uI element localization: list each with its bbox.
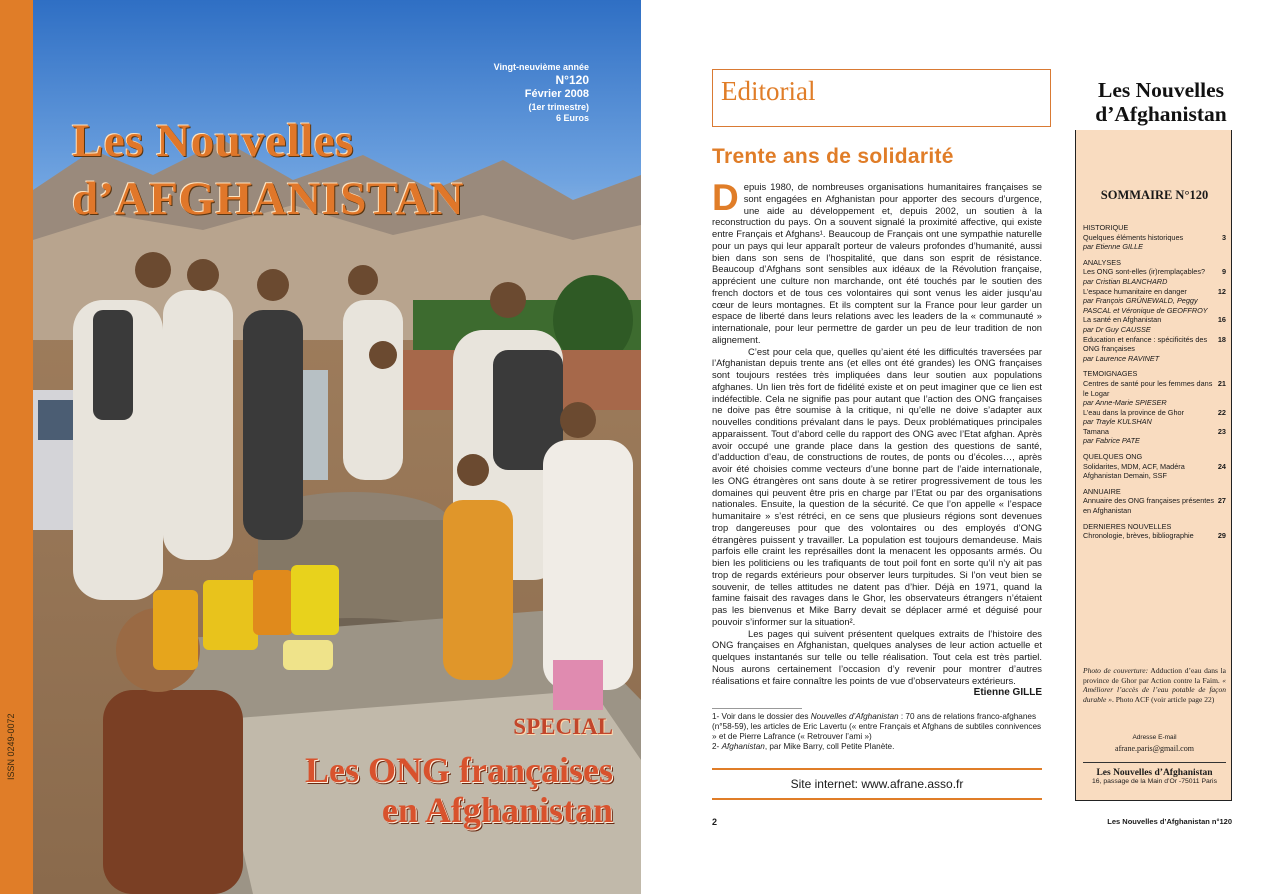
issn-label: ISSN 0249-0072: [6, 713, 16, 780]
toc-entry-title: Tamana: [1083, 426, 1109, 436]
footnote-rule: [712, 708, 802, 709]
footnote-1: [712, 712, 1044, 742]
toc-page-number: 29: [1217, 531, 1226, 541]
page-number: 2: [712, 817, 718, 827]
toc-author-prefix: par: [1083, 324, 1096, 334]
website-rule-top: [712, 768, 1042, 770]
toc-entry[interactable]: [1083, 531, 1226, 541]
caption-label: Photo de couverture:: [1083, 666, 1149, 675]
toc-entry[interactable]: [1083, 315, 1226, 334]
toc-section-heading: DERNIERES NOUVELLES: [1083, 521, 1172, 531]
cover-title: [72, 112, 464, 228]
sommaire-sidebar: [1075, 78, 1232, 801]
caption-text-1: Adduction d’eau dans la province de Ghor par Action contre la Faim.: [1083, 666, 1226, 685]
paragraph-1: [712, 177, 1042, 346]
footnote-2: [712, 742, 1044, 752]
toc-page-number: 21: [1217, 378, 1226, 388]
toc-author-name: Fabrice PATE: [1095, 436, 1140, 446]
toc-page-number: 27: [1217, 496, 1226, 506]
toc-page-number: 23: [1217, 426, 1226, 436]
toc-entry-title: Les ONG sont-elles (ir)remplaçables?: [1083, 267, 1206, 277]
table-of-contents: [1083, 223, 1226, 547]
toc-entry[interactable]: [1083, 379, 1226, 408]
footnote-1-prefix: 1- Voir dans le dossier des: [712, 712, 811, 721]
toc-entry-title: L’eau dans la province de Ghor: [1083, 407, 1185, 417]
caption-text-2: . Photo ACF (voir article page 22): [1111, 694, 1215, 704]
sommaire-heading: SOMMAIRE N°120: [1100, 188, 1209, 202]
toc-author-prefix: par: [1083, 398, 1096, 408]
toc-entry-title: L’espace humanitaire en danger: [1083, 286, 1187, 296]
toc-section: [1083, 522, 1226, 541]
toc-page-number: 18: [1217, 334, 1226, 344]
email-label: Adresse E-mail: [1132, 734, 1177, 741]
toc-page-number: 22: [1217, 407, 1226, 417]
toc-page-number: 3: [1221, 232, 1226, 242]
issue-number: N°120: [555, 73, 589, 88]
footnote-2-title: Afghanistan: [721, 742, 765, 751]
toc-section: [1083, 223, 1226, 252]
toc-author-prefix: par: [1083, 417, 1096, 427]
toc-entry[interactable]: [1083, 267, 1226, 286]
editorial-page: [641, 0, 1264, 894]
toc-entry-author: [1083, 436, 1226, 446]
issue-price: 6 Euros: [555, 113, 589, 124]
toc-section: [1083, 369, 1226, 446]
cover-photo-caption: [1083, 666, 1226, 704]
toc-entry-title: Chronologie, brèves, bibliographie: [1083, 531, 1194, 541]
toc-entry-author: [1083, 398, 1226, 408]
toc-author-name: Laurence RAVINET: [1095, 353, 1160, 363]
toc-entry-author: [1083, 354, 1226, 364]
author-signature: Etienne GILLE: [973, 687, 1042, 698]
sidebar-footer-address: 16, passage de la Main d’Or -75011 Paris: [1092, 778, 1217, 785]
email-link[interactable]: afrane.paris@gmail.com: [1115, 744, 1194, 753]
toc-entry[interactable]: [1083, 462, 1226, 481]
toc-author-prefix: par: [1083, 276, 1096, 286]
running-head: Les Nouvelles d’Afghanistan n°120: [1107, 817, 1232, 826]
toc-entry-author: [1083, 325, 1226, 335]
toc-entry[interactable]: [1083, 335, 1226, 364]
toc-author-name: Anne-Marie SPIESER: [1095, 398, 1167, 408]
toc-page-number: 9: [1221, 267, 1226, 277]
footnote-1-title: Nouvelles d’Afghanistan: [810, 712, 899, 721]
toc-page-number: 24: [1217, 461, 1226, 471]
toc-entry[interactable]: [1083, 287, 1226, 316]
issue-date: Février 2008: [524, 88, 589, 101]
sidebar-footer: [1076, 768, 1233, 785]
issue-info: [494, 62, 589, 125]
sidebar-title-line2: d’Afghanistan: [1095, 102, 1227, 126]
paragraph-3: Les pages qui suivent présentent quelques extraits de l’histoire des ONG françaises en Afghanistan, quelques analyses de leur action actuelle et quelques instantanés sur telle ou telle réalisation. Tout cela est très partiel. Nous aurons certainement l’occasion d’y revenir pour montrer d’autres réalisations et faire connaître les points de vue d’observateurs extérieurs.: [712, 627, 1042, 686]
footnote-2-rest: , par Mike Barry, coll Petite Planète.: [764, 742, 895, 751]
contact-block: [1076, 732, 1233, 754]
toc-section-heading: ANNUAIRE: [1083, 486, 1121, 496]
toc-entry[interactable]: [1083, 233, 1226, 252]
toc-entry-title: Education et enfance : spécificités des ONG françaises: [1083, 334, 1208, 354]
toc-entry[interactable]: [1083, 496, 1226, 515]
footnote-1-rest: : 70 ans de relations franco-afghanes (n°58-59), les articles de Eric Lavertu (« entre Français et Afghans de subtiles connivences » et de Pierre Lafrance (« Retrouver l’ami »): [712, 712, 1042, 741]
website-rule-bottom: [712, 798, 1042, 800]
cover-spine-strip: [0, 0, 33, 894]
toc-section-heading: HISTORIQUE: [1083, 223, 1129, 232]
special-label: SPECIAL: [513, 714, 613, 739]
toc-section-heading: ANALYSES: [1083, 257, 1121, 267]
toc-entry-author: [1083, 277, 1226, 287]
article-headline: Trente ans de solidarité: [712, 145, 954, 168]
sidebar-footer-title: Les Nouvelles d’Afghanistan: [1096, 768, 1213, 778]
caption-quote: « Améliorer l’accès de l’eau potable de façon durable »: [1083, 675, 1226, 704]
toc-entry[interactable]: [1083, 408, 1226, 427]
cover-title-line1: Les Nouvelles: [72, 115, 354, 167]
section-label-box: [712, 69, 1051, 127]
toc-page-number: 12: [1217, 286, 1226, 296]
toc-author-name: Etienne GILLE: [1095, 242, 1144, 252]
toc-section: [1083, 487, 1226, 516]
paragraph-2: C’est pour cela que, quelles qu’aient été les difficultés traversées par l’Afghanistan depuis trente ans (et elles ont été grandes) les ONG françaises sont toujours restées très impliquées dans leur soutien aux populations afghanes. Un lien très fort de fidélité existe et on peut imaginer que ce lien est indéfectible. Cela ne signifie pas pour autant que l’action des ONG françaises ne doive pas être soumise à la critique, ni qu’elle ne doive s’adapter aux nouvelles conditions prévalant dans le pays. Deux problématiques principales apparaissent. Tout d’abord celle du rapport des ONG avec l’Etat afghan. Après avoir occupé une grande place dans la gestion des questions de santé, d’adduction d’eau, de constructions de routes, de ponts ou d’écoles…, après avoir été choisies comme vecteurs d’une bonne part de l’aide internationale, les ONG étrangères ont sans doute à se retirer progressivement de tous les domaines qui peuvent être pris en charge par l’Etat ou par des organisations nationales. Ensuite, la question de la sécurité. Ce que l’on appelle « l’espace humanitaire » s’est rétréci, en ce sens que plusieurs régions sont devenues trop dangereuses pour que des volontaires ou des employés d’ONG étrangères puissent y travailler. La population est toujours demandeuse. Mais parfois elle craint les représailles dont la menacent les opposants armés. Ou bien les politiciens ou les trafiquants de tout poil font en sorte qu’il n’y ait pas trop de regards extérieurs pour observer leurs turpitudes. Si l’on veut bien se souvenir, de telles attitudes ne datent pas d’hier. Déjà en 1971, quand la famine faisait des ravages dans le Ghor, les observateurs étrangers n’étaient pas les bienvenus et Mike Barry devait se déplacer armé et déguisé pour pouvoir s’informer sur la situation².: [712, 345, 1042, 627]
dropcap: D: [712, 177, 739, 218]
article-body: [712, 177, 1042, 686]
section-label: Editorial: [721, 76, 816, 106]
toc-author-name: Cristian BLANCHARD: [1095, 276, 1168, 286]
issue-year: Vingt-neuvième année: [493, 62, 589, 72]
toc-author-prefix: par: [1083, 296, 1096, 306]
footnote-2-prefix: 2-: [712, 742, 722, 751]
toc-entry-author: [1083, 242, 1226, 252]
toc-entry-title: Annuaire des ONG françaises présentes en Afghanistan: [1083, 496, 1215, 516]
toc-section: [1083, 452, 1226, 481]
website-link[interactable]: Site internet: www.afrane.asso.fr: [790, 777, 964, 791]
toc-author-prefix: par: [1083, 242, 1096, 252]
cover-subtitle-line1: Les ONG françaises: [305, 750, 613, 790]
toc-author-prefix: par: [1083, 436, 1096, 446]
toc-author-prefix: par: [1083, 353, 1096, 363]
sidebar-title-line1: Les Nouvelles: [1097, 78, 1224, 102]
toc-entry-title: Quelques éléments historiques: [1083, 232, 1184, 242]
toc-entry[interactable]: [1083, 427, 1226, 446]
cover-subtitle: [305, 750, 613, 830]
toc-section-heading: QUELQUES ONG: [1083, 452, 1143, 462]
toc-author-name: Dr Guy CAUSSE: [1095, 324, 1151, 334]
issue-quarter: (1er trimestre): [528, 102, 589, 112]
toc-entry-author: [1083, 296, 1226, 315]
toc-section: [1083, 258, 1226, 364]
cover-subtitle-line2: en Afghanistan: [381, 790, 613, 830]
sidebar-rule: [1083, 762, 1226, 763]
paragraph-1-text: epuis 1980, de nombreuses organisations humanitaires françaises se sont engagées en Afghanistan pour apporter des secours d’urgence, une aide au développement et, depuis 2002, un soutien à la reconstruction du pays. On a souvent signalé la proximité affective, qui existe entre Français et Afghans¹. Beaucoup de Français ont une sympathie naturelle pour un pays qui leur apparaît porteur de valeurs profondes d’humanité, aussi bien dans son sens de l’hospitalité, que dans son esprit de résistance. Beaucoup d’Afghans sont sensibles aux idéaux de la Révolution française, apprécient une culture non marchande, ont été touchés par le soutien des french doctors et de tous ces volontaires qui sont venus les aider jusqu’au cœur de leurs montagnes. Et ils comptent sur la France pour leur garder un espace de liberté dans leurs relations avec les leaders de la « communauté » internationale, pour leur permettre de garder un peu de leur tradition de non alignement.: [712, 181, 1042, 345]
toc-author-name: François GRÜNEWALD, Peggy PASCAL et Véronique de GEOFFROY: [1083, 296, 1208, 315]
toc-page-number: 16: [1217, 315, 1226, 325]
toc-entry-title: Centres de santé pour les femmes dans le Logar: [1083, 378, 1213, 398]
cover-title-line2: d’AFGHANISTAN: [72, 173, 465, 225]
toc-entry-title: Solidarites, MDM, ACF, Madéra Afghanistan Demain, SSF: [1083, 461, 1185, 481]
footnotes: [712, 712, 1044, 752]
toc-entry-author: [1083, 417, 1226, 427]
toc-section-heading: TEMOIGNAGES: [1083, 369, 1138, 379]
sidebar-magazine-title: [1066, 76, 1256, 130]
toc-entry-title: La santé en Afghanistan: [1083, 315, 1162, 325]
toc-author-name: Trayle KULSHAN: [1095, 417, 1152, 427]
